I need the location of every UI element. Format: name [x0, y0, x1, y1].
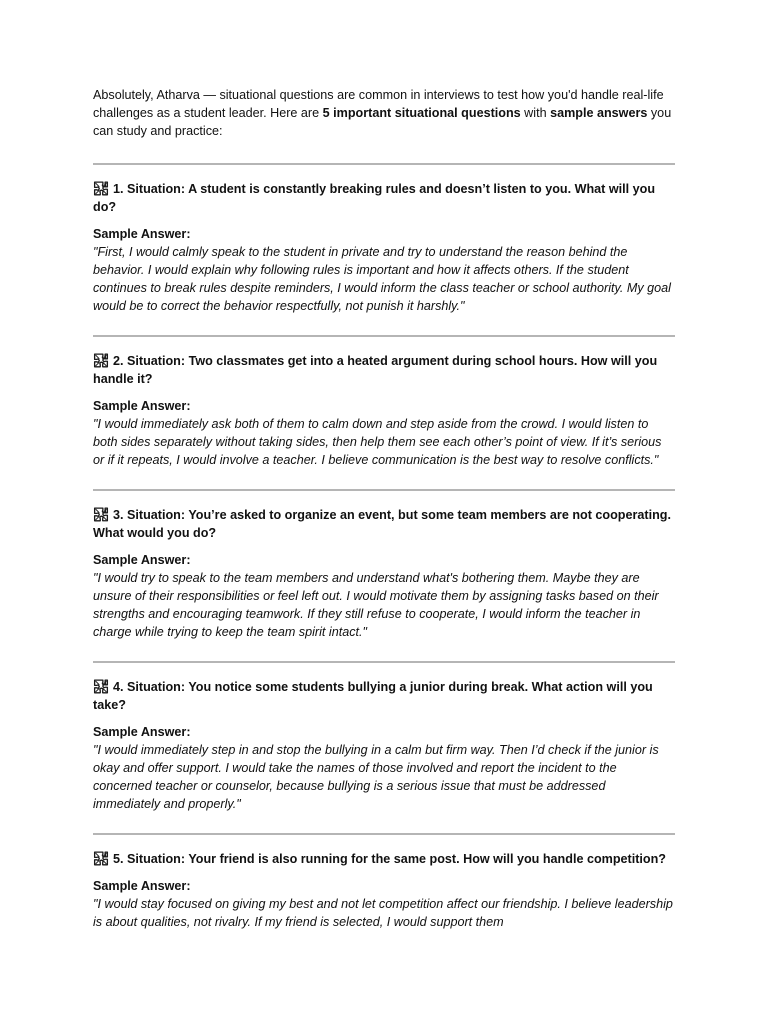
intro-text-2: with: [520, 106, 551, 120]
puzzle-piece-icon: [93, 507, 109, 522]
question-heading: [93, 180, 675, 216]
question-title: 3. Situation: You’re asked to organize an event, but some team members are not cooperating. What would you do?: [93, 508, 671, 540]
intro-paragraph: [93, 86, 675, 140]
sample-answer-text: "I would stay focused on giving my best and not let competition affect our friendship. I believe leadership is about qualities, not rivalry. If my friend is selected, I would support them: [93, 897, 673, 929]
question-heading: [93, 352, 675, 388]
document-content: [93, 86, 675, 951]
question-heading: [93, 506, 675, 542]
puzzle-piece-icon: [93, 181, 109, 196]
puzzle-piece-icon: [93, 851, 109, 866]
intro-text-3: you can study and practice:: [93, 106, 672, 138]
question-block-2: [93, 337, 675, 489]
question-block-4: [93, 663, 675, 833]
question-title: 1. Situation: A student is constantly breaking rules and doesn’t listen to you. What will you do?: [93, 182, 656, 214]
sample-answer-text: "I would try to speak to the team members and understand what's bothering them. Maybe they are unsure of their responsibilities or feel left out. I would motivate them by assigning tasks based on their strengths and encouraging teamwork. If they still refuse to cooperate, I would inform the teacher in charge while trying to keep the team spirit intact.": [93, 571, 659, 639]
question-heading: [93, 678, 675, 714]
puzzle-piece-icon: [93, 353, 109, 368]
intro-text-1: Absolutely, Atharva — situational questions are common in interviews to test how you'd handle real-life challenges as a student leader. Here are: [93, 88, 664, 120]
sample-answer-label: Sample Answer:: [93, 553, 191, 567]
sample-answer-label: Sample Answer:: [93, 725, 191, 739]
question-block-3: [93, 491, 675, 661]
intro-bold-2: sample answers: [550, 106, 648, 120]
question-block-1: [93, 165, 675, 335]
intro-bold-1: 5 important situational questions: [322, 106, 521, 120]
sample-answer-text: "First, I would calmly speak to the student in private and try to understand the reason behind the behavior. I would explain why following rules is important and how it affects others. If the student continues to break rules despite reminders, I would inform the class teacher or school authority. My goal would be to correct the behavior respectfully, not punish it harshly.": [93, 245, 671, 313]
sample-answer-text: "I would immediately ask both of them to calm down and step aside from the crowd. I would listen to both sides separately without taking sides, then help them see each other’s point of view. If it’s serious or if it repeats, I would involve a teacher. I believe communication is the best way to resolve conflicts.": [93, 417, 662, 467]
question-title: 5. Situation: Your friend is also running for the same post. How will you handle competition?: [113, 852, 666, 866]
sample-answer-label: Sample Answer:: [93, 399, 191, 413]
question-title: 2. Situation: Two classmates get into a heated argument during school hours. How will you handle it?: [93, 354, 658, 386]
sample-answer-label: Sample Answer:: [93, 879, 191, 893]
question-heading: [93, 850, 675, 868]
sample-answer-label: Sample Answer:: [93, 227, 191, 241]
puzzle-piece-icon: [93, 679, 109, 694]
sample-answer-text: "I would immediately step in and stop the bullying in a calm but firm way. Then I’d check if the junior is okay and offer support. I would take the names of those involved and report the incident to the concerned teacher or counselor, because bullying is a serious issue that must be addressed immediately and properly.": [93, 743, 659, 811]
question-block-5: [93, 835, 675, 951]
question-title: 4. Situation: You notice some students bullying a junior during break. What action will you take?: [93, 680, 653, 712]
